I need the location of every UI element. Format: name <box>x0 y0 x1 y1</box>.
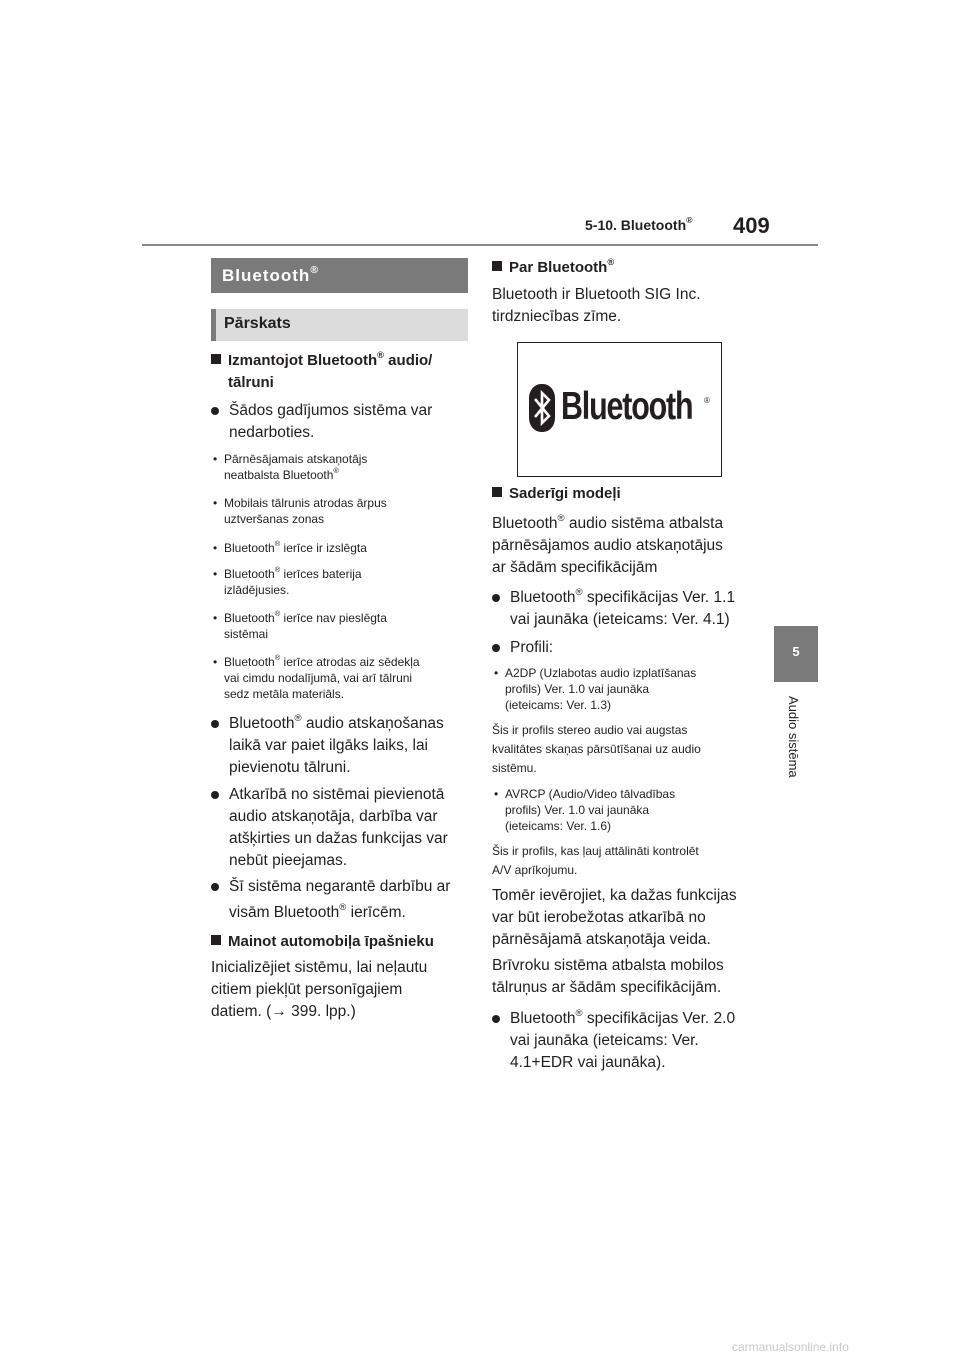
bullet-icon <box>211 407 219 415</box>
bullet-icon <box>492 644 500 652</box>
paragraph: Tomēr ievērojiet, ka dažas funkcijas var būt ierobežotas atkarībā no pārnēsājamā atskaņotāja veida. <box>492 887 737 948</box>
sub-list-item: • A2DP (Uzlabotas audio izplatīšanas profils) Ver. 1.0 vai jaunāka (ieteicams: Ver. 1.3) <box>494 666 697 712</box>
heading-about-bluetooth: Par Bluetooth® <box>492 257 614 279</box>
heading-compatible-models: Saderīgi modeļi <box>492 483 621 505</box>
list-item: Šī sistēma negarantē darbību ar visām Bluetooth® ierīcēm. <box>211 876 450 928</box>
bullet-icon <box>211 720 219 728</box>
paragraph: Brīvroku sistēma atbalsta mobilos tālruņus ar šādām specifikācijām. <box>492 957 724 996</box>
chapter-label: Audio sistēma <box>786 696 801 778</box>
paragraph: Bluetooth® audio sistēma atbalsta pārnēsājamos audio atskaņotājus ar šādām specifikācijām <box>492 512 724 576</box>
paragraph: Bluetooth ir Bluetooth SIG Inc. tirdzniecības zīme. <box>492 286 701 325</box>
bluetooth-wordmark: Bluetooth <box>561 385 693 428</box>
bullet-icon <box>492 1015 500 1023</box>
sub-list-item: • Mobilais tālrunis atrodas ārpus uztveršanas zonas <box>213 496 387 526</box>
bullet-icon <box>211 883 219 891</box>
heading-change-owner: Mainot automobiļa īpašnieku <box>211 931 434 953</box>
sub-list-item: • Bluetooth® ierīce atrodas aiz sēdekļa vai cimdu nodalījumā, vai arī tālruni sedz metāla materiāls. <box>213 653 420 701</box>
sub-list-item: • Pārnēsājamais atskaņotājs neatbalsta Bluetooth® <box>213 452 368 482</box>
page-number: 409 <box>733 213 770 238</box>
sub-list-item: • Bluetooth® ierīces baterija izlādējusies. <box>213 565 362 597</box>
list-item: Atkarībā no sistēmai pievienotā audio atskaņotāja, darbība var atšķirties un dažas funkcijas var nebūt pieejamas. <box>211 784 448 872</box>
list-item: Šādos gadījumos sistēma var nedarboties. <box>211 400 432 444</box>
list-item: Bluetooth® audio atskaņošanas laikā var paiet ilgāks laiks, lai pievienotu tālruni. <box>211 713 444 779</box>
list-item: Bluetooth® specifikācijas Ver. 2.0 vai jaunāka (ieteicams: Ver. 4.1+EDR vai jaunāka). <box>492 1008 735 1074</box>
heading-using-bluetooth: Izmantojot Bluetooth® audio/ tālruni <box>211 350 432 394</box>
note: Šis ir profils stereo audio vai augstas kvalitātes skaņas pārsūtīšanai uz audio sistēmu. <box>492 723 701 775</box>
header-rule <box>142 244 818 246</box>
sub-list-item: • Bluetooth® ierīce ir izslēgta <box>213 539 367 555</box>
section-title: Bluetooth® <box>222 264 320 285</box>
list-item: Profili: <box>492 637 553 659</box>
square-bullet-icon <box>211 935 221 945</box>
running-header <box>585 217 693 233</box>
reg-mark: ® <box>686 215 693 226</box>
sub-list-item: • Bluetooth® ierīce nav pieslēgta sistēmai <box>213 609 387 641</box>
paragraph: Inicializējiet sistēmu, lai neļautu citiem piekļūt personīgajiem datiem. (→ 399. lpp.) <box>211 959 428 1020</box>
square-bullet-icon <box>492 261 502 271</box>
bullet-icon <box>211 791 219 799</box>
arrow-icon: → <box>271 1003 287 1020</box>
section-label: 5-10. Bluetooth <box>585 217 687 233</box>
sub-list-item: • AVRCP (Audio/Video tālvadības profils) Ver. 1.0 vai jaunāka (ieteicams: Ver. 1.6) <box>494 787 676 833</box>
bullet-icon <box>492 594 500 602</box>
logo-reg-mark: ® <box>704 396 710 405</box>
note: Šis ir profils, kas ļauj attālināti kontrolēt A/V aprīkojumu. <box>492 844 699 877</box>
chapter-number: 5 <box>792 644 800 659</box>
list-item: Bluetooth® specifikācijas Ver. 1.1 vai jaunāka (ieteicams: Ver. 4.1) <box>492 587 735 631</box>
square-bullet-icon <box>211 354 221 364</box>
bluetooth-rune-icon <box>529 384 555 432</box>
square-bullet-icon <box>492 487 502 497</box>
watermark-footer: carmanualsonline.info <box>732 1340 849 1354</box>
subsection-title: Pārskats <box>224 315 291 332</box>
